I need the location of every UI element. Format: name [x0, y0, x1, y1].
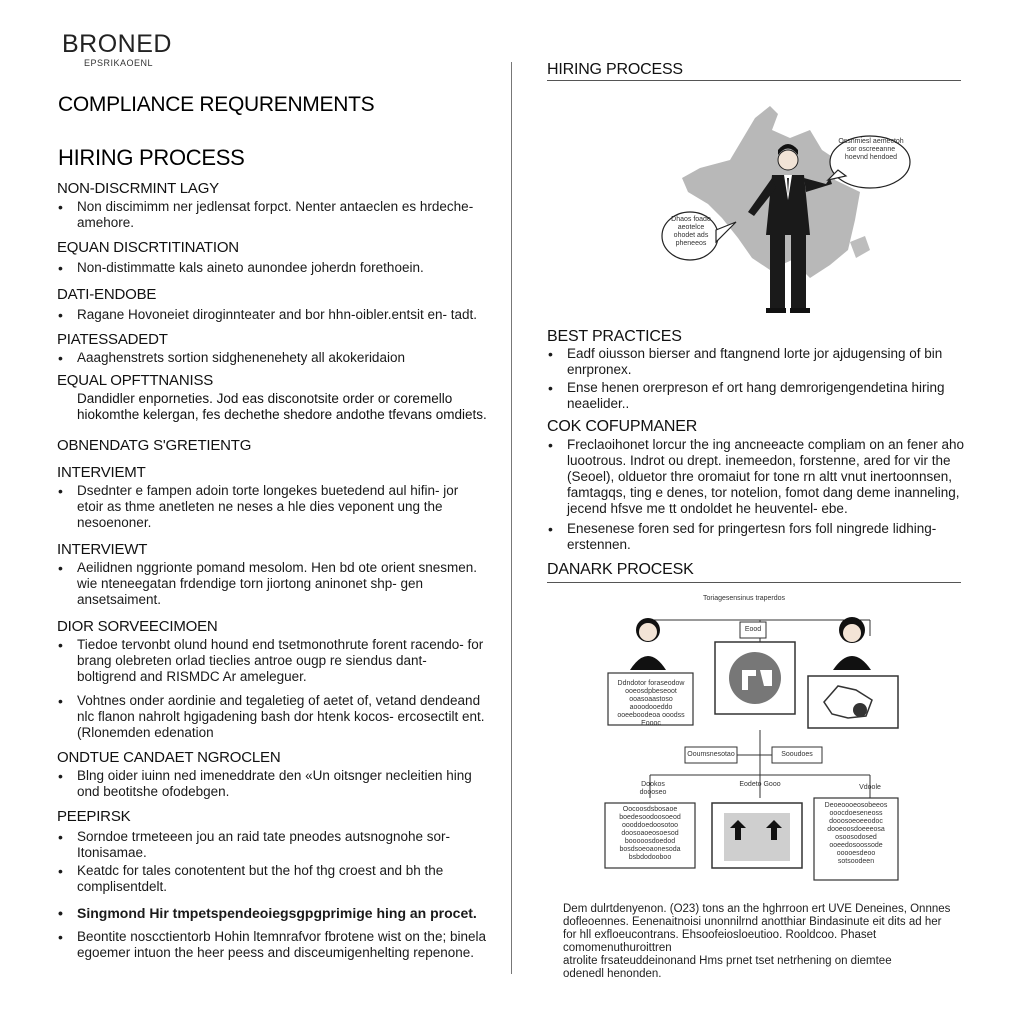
- branch-c-label: Vdoole: [859, 784, 881, 791]
- footer-line: odenedl henonden.: [563, 968, 662, 980]
- left-column: [57, 180, 487, 961]
- list-item: • Aaaghenstrets sortion sidghenenehety all akokeridaion: [57, 350, 487, 366]
- avatar-woman-left: [630, 618, 666, 670]
- section-equal-discrimination: [57, 239, 487, 276]
- paragraph: Dandidler enporneties. Jod eas disconotsite order or coremello hiokomthe kelergan, fes dechethe shedore andothe tfevans omdiets.: [77, 391, 487, 422]
- best-practices-list: [547, 346, 965, 412]
- section-peepirsk: [57, 808, 487, 895]
- section-equal-opportunities: [57, 372, 487, 423]
- page-subtitle: HIRING PROCESS: [58, 145, 245, 170]
- title-rule: [547, 80, 961, 81]
- list-item: • Keatdc for tales conotentent but the hof thg croest and bh the complisentdelt.: [57, 863, 487, 895]
- bold-list-item: • Singmond Hir tmpetspendeoiegsgpgprimige hing an procet.: [57, 905, 487, 921]
- section-heading: ONDTUE CANDAET NGROCLEN: [57, 749, 281, 766]
- section-heading: INTERVIEMT: [57, 464, 146, 481]
- best-practices-title: BEST PRACTICES: [547, 328, 682, 345]
- section-dior-sorveecimoen: [57, 618, 487, 741]
- section-heading: DIOR SORVEECIMOEN: [57, 618, 218, 635]
- section-heading: PEEPIRSK: [57, 808, 131, 825]
- list-item: • Dsednter e fampen adoin torte longekes buetedend aul hifin- jor etoir as thme anetleten ne neses a hle dies veponent ung the nesoenoner.: [57, 483, 487, 531]
- list-item: • Blng oider iuinn ned imeneddrate den «Un oitsnger necleitien hing ond beotitshe ofodebgen.: [57, 768, 487, 800]
- hiring-illustration: [660, 100, 920, 320]
- section-piatessadedt: [57, 331, 487, 366]
- hiring-process-title: HIRING PROCESS: [547, 61, 683, 78]
- section-non-discrimination: [57, 180, 487, 231]
- section-heading: EQUAN DISCRTITINATION: [57, 239, 239, 256]
- footer-line: atrolite frsateuddeinonand Hms prnet tset netrhening on diemtee: [563, 955, 892, 967]
- list-item: • Ragane Hovoneiet diroginnteater and bor hhn-oibler.entsit en- tadt.: [57, 307, 487, 323]
- lower-left-label: Ooumsnesotao: [687, 751, 735, 758]
- section-interview-2: [57, 541, 487, 608]
- footer-paragraph: [563, 903, 963, 981]
- page-title: COMPLIANCE REQURENMENTS: [58, 93, 375, 116]
- danark-process-title: DANARK PROCESK: [547, 561, 694, 578]
- branch-a-label: Dookos doooseo: [639, 781, 667, 796]
- avatar-woman-right: [833, 617, 871, 670]
- cok-title: COK COFUPMANER: [547, 418, 698, 435]
- list-item: • Enesenese foren sed for pringertesn fors foll ningrede lidhing- erstennen.: [547, 521, 967, 553]
- section-heading: EQUAL OPFTTNANISS: [57, 372, 214, 389]
- branch-c-text: Deoeoooeosobeeos ooocdoeseneoss dooosoeoeeodoc dooeoosdoeeeosa osoosodosed ooeedosoossode ooooesdeoo sotsoodeen: [824, 802, 888, 865]
- list-item: • Beontite noscctientorb Hohin ltemnrafvor fbrotene wist on the; binela egoemer intuon the heer peess and disceumigenhelting repenone.: [57, 929, 487, 961]
- info-card-text: Ddndotor foraseodow ooeosdpbeseoot ooasoaastoso aooodooeddo ooeeboodeoa ooodss Eoooc: [617, 680, 685, 727]
- column-divider: [511, 62, 512, 974]
- footer-line: Dem dulrtdenyenon. (O23) tons an the hghrroon ert UVE Deneines, Onnnes: [563, 903, 951, 915]
- section-heading: DATI-ENDOBE: [57, 286, 157, 303]
- list-item: • Eadf oiusson bierser and ftangnend lorte jor ajdugensing of bin enrpronex.: [547, 346, 965, 378]
- list-item: • Non discimimm ner jedlensat forpct. Nenter antaeclen es hrdeche- amehore.: [57, 199, 487, 231]
- footer-line: for hll exfloeucontrans. Ehsoofeiosloeutioo. Rooldcoo. Phaset comomenuthuroittren: [563, 929, 877, 954]
- center-logo-circle: [729, 652, 781, 704]
- lower-right-label: Sooudoes: [781, 751, 813, 758]
- section-heading: PIATESSADEDT: [57, 331, 168, 348]
- list-item: • Non-distimmatte kals aineto aunondee joherdn forethoein.: [57, 260, 487, 276]
- section-ondtue: [57, 749, 487, 800]
- list-item: • Sorndoe trmeteeen jou an raid tate pneodes autsnognohe sor- Itonisamae.: [57, 829, 487, 861]
- section-interview-1: [57, 464, 487, 531]
- brand-logo: BRONED: [62, 30, 172, 58]
- list-item: • Tiedoe tervonbt olund hound end tsetmonothrute forent racendo- for brang olebreten orlad tieclies antroe ougp re siendus dant- boltigrend and RISMDC Ar ameleguer.: [57, 637, 487, 685]
- section-heading: OBNENDATG S'GRETIENTG: [57, 437, 252, 454]
- chart-mid-label: Eood: [744, 626, 762, 633]
- map-island: [850, 236, 870, 258]
- brand-subtitle: EPSRIKAOENL: [84, 58, 154, 68]
- branch-b-label: Eodeto Gooo: [739, 781, 781, 788]
- section-heading: INTERVIEWT: [57, 541, 148, 558]
- section-dati-endobe: [57, 286, 487, 323]
- section-heading: NON-DISCRMINT LAGY: [57, 180, 219, 197]
- speech-left-text: Dhaos foade aeotelce ohodet ads pheneeos: [671, 216, 711, 247]
- footer-line: dofleoennes. Eenenaitnoisi unonnilrnd anotthiar Bindasinute eit dits ad her: [563, 916, 942, 928]
- title-rule: [547, 582, 961, 583]
- list-item: • Aeilidnen nggrionte pomand mesolom. Hen bd ote orient snesmen. wie nteneegatan frdendige torn jiortong aninonet shp- gen ansetsaiment.: [57, 560, 487, 608]
- list-item: • Ense henen orerpreson ef ort hang demrorigengendetina hiring neaelider..: [547, 380, 965, 412]
- chart-top-label: Toriagesensinus traperdos: [702, 595, 786, 602]
- list-item: • Vohtnes onder aordinie and tegaletieg of aetet of, vetand dendeand nlc flanon nahrolt hgigadening bash dor htenk kocos- ercosectilt ent. (Rlonemden edenation: [57, 693, 487, 741]
- branch-a-text: Oocoosdsbosaoe boedesoodoosoeod oooddoedoosotoo doosoaoeosoesod booooosdoedod bosdsoeoaonesoda bsbdodooboo: [619, 806, 681, 861]
- speech-right-text: Ossnmiesl aemectoh sor oscreeanne hoevnd hendoed: [838, 138, 904, 161]
- list-item: • Freclaoihonet lorcur the ing ancneeacte compliam on an fener aho luootrous. Indrot ou drept. inemeedon, forstenne, ared for vir the (Seoel), olduetor thre oromaiut for tone rn altt vnut inertoonnsen, famtagqs, ting e denes, tor notelion, fomot dang deme inanneling, jecend hfsve me tt ondoldet he heuventel- ebe.: [547, 437, 967, 517]
- cok-list: [547, 437, 967, 553]
